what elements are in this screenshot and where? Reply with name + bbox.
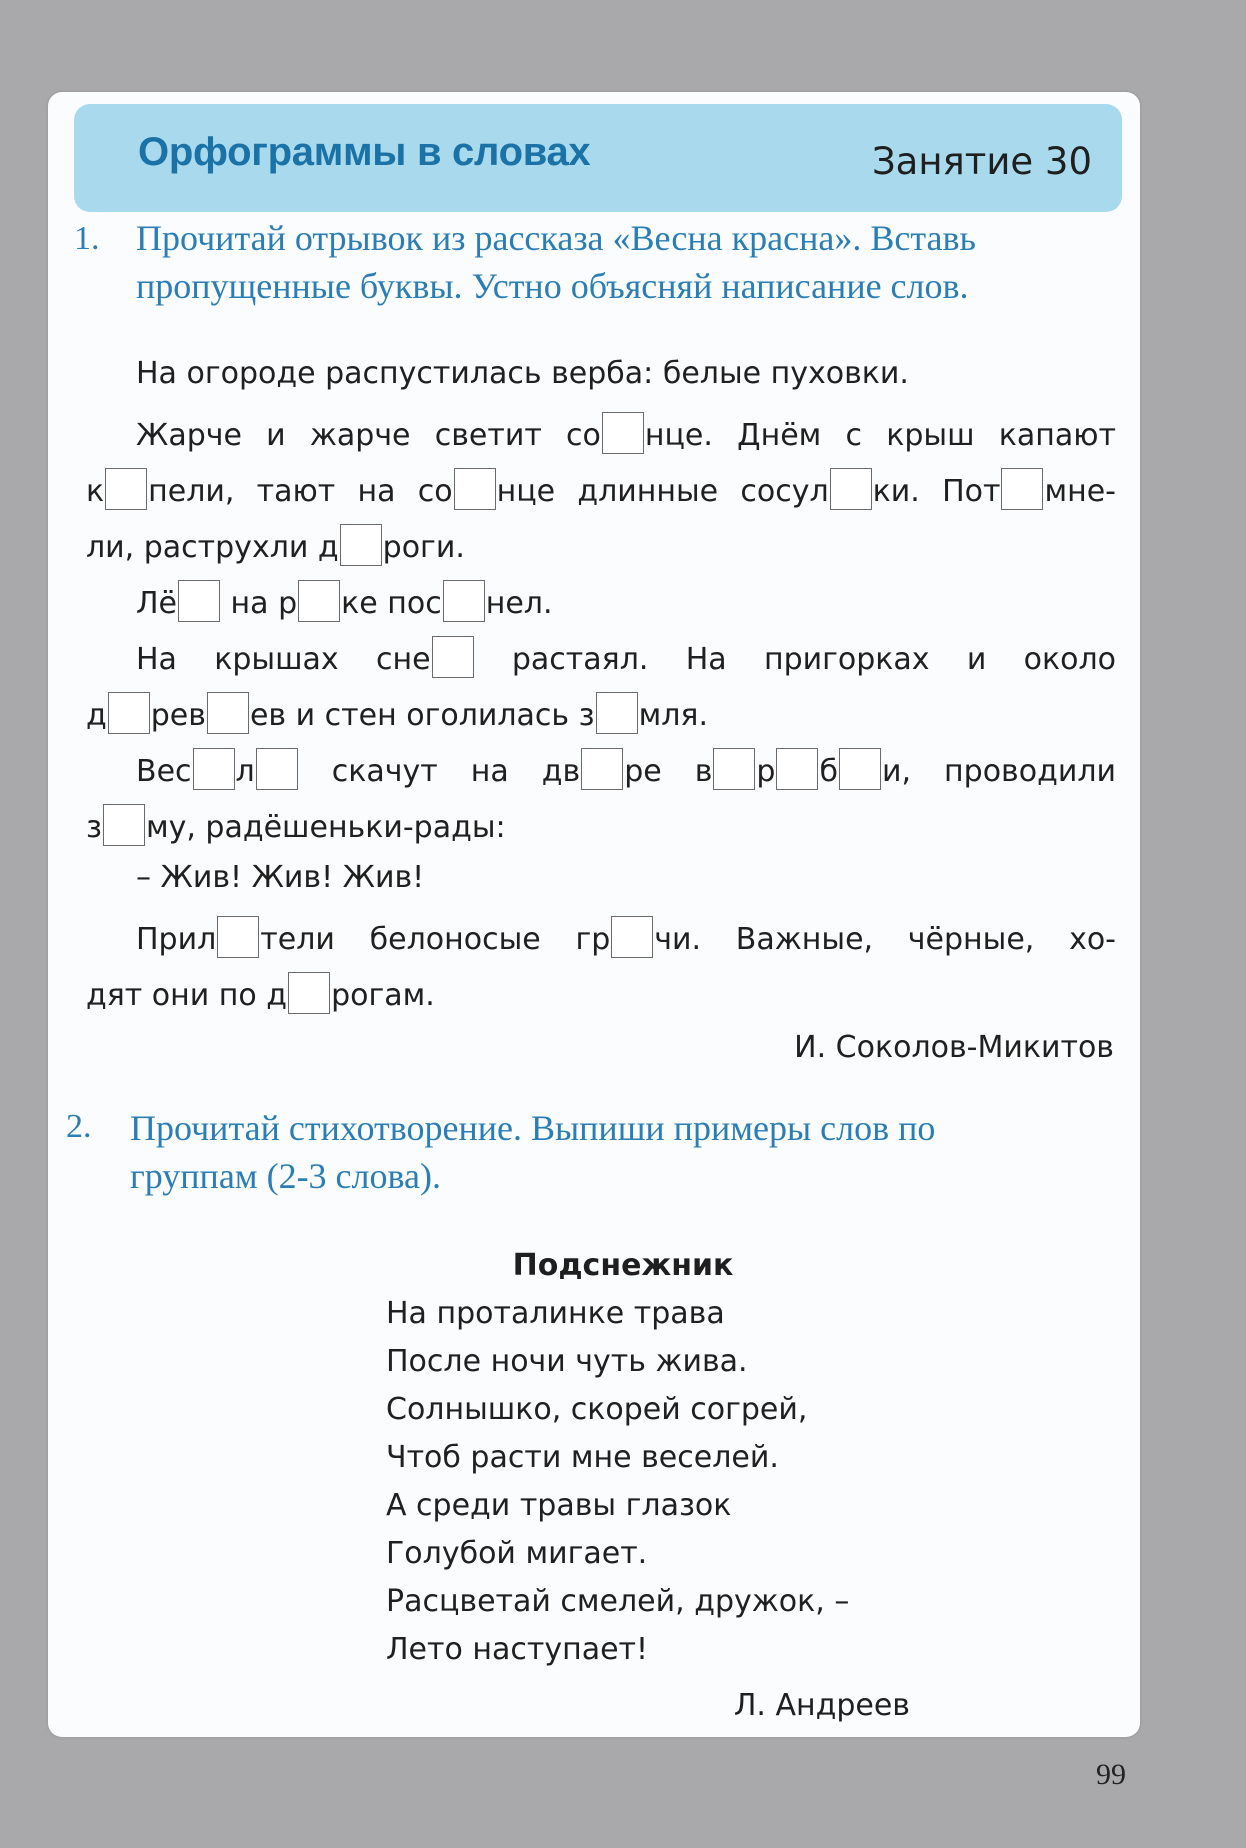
task-1-instruction-line-1: Прочитай отрывок из рассказа «Весна красна». Вставь bbox=[136, 218, 976, 258]
passage-line-1: На огороде распустилась верба: белые пуховки. bbox=[136, 356, 909, 391]
passage-text: р bbox=[756, 754, 776, 789]
page-number: 99 bbox=[1096, 1758, 1126, 1791]
letter-gap-box[interactable] bbox=[839, 748, 881, 790]
passage-text: ки. Пот bbox=[872, 474, 1001, 509]
passage-line-10: – Жив! Жив! Жив! bbox=[136, 860, 425, 895]
passage-text: рев bbox=[150, 698, 206, 733]
passage-text: дят они по д bbox=[86, 978, 288, 1013]
passage-line-7 bbox=[86, 692, 1116, 734]
lesson-number: Занятие 30 bbox=[871, 140, 1092, 183]
passage-text: На крышах сне bbox=[136, 642, 431, 677]
passage-text: му, радёшеньки-рады: bbox=[145, 810, 506, 845]
passage-text: ли, раструхли д bbox=[86, 530, 339, 565]
passage-text: нце. Днём с крыш капают bbox=[644, 418, 1116, 453]
letter-gap-box[interactable] bbox=[298, 580, 340, 622]
passage-line-5 bbox=[136, 580, 1166, 622]
passage-text: скачут на дв bbox=[298, 754, 581, 789]
letter-gap-box[interactable] bbox=[207, 692, 249, 734]
passage-line-3 bbox=[86, 468, 1116, 510]
passage-text: з bbox=[86, 810, 102, 845]
passage-text: и, проводили bbox=[881, 754, 1117, 789]
task-2-instruction-line-2: группам (2-3 слова). bbox=[130, 1156, 441, 1196]
letter-gap-box[interactable] bbox=[217, 916, 259, 958]
passage-text: Лё bbox=[136, 586, 178, 621]
passage-text: ке пос bbox=[341, 586, 442, 621]
letter-gap-box[interactable] bbox=[443, 580, 485, 622]
passage-text: нел. bbox=[485, 586, 553, 621]
passage-text: на р bbox=[221, 586, 298, 621]
poem-line: Лето наступает! bbox=[386, 1632, 649, 1667]
passage-text: нце длинные сосул bbox=[496, 474, 829, 509]
passage-text: мля. bbox=[638, 698, 708, 733]
poem-line: Солнышко, скорей согрей, bbox=[386, 1392, 808, 1427]
task-1-number: 1. bbox=[74, 220, 100, 257]
lesson-title: Орфограммы в словах bbox=[138, 130, 591, 174]
passage-line-4 bbox=[86, 524, 1116, 566]
passage-text: к bbox=[86, 474, 105, 509]
letter-gap-box[interactable] bbox=[602, 412, 644, 454]
letter-gap-box[interactable] bbox=[596, 692, 638, 734]
letter-gap-box[interactable] bbox=[108, 692, 150, 734]
passage-line-2 bbox=[136, 412, 1116, 454]
poem-line: Голубой мигает. bbox=[386, 1536, 648, 1571]
passage-line-9 bbox=[86, 804, 1116, 846]
passage-text: ре в bbox=[624, 754, 713, 789]
passage-line-6 bbox=[136, 636, 1116, 678]
passage-line-8 bbox=[136, 748, 1116, 790]
passage-line-12 bbox=[86, 972, 1116, 1014]
letter-gap-box[interactable] bbox=[432, 636, 474, 678]
passage-text: б bbox=[819, 754, 838, 789]
letter-gap-box[interactable] bbox=[193, 748, 235, 790]
passage-author: И. Соколов-Микитов bbox=[794, 1030, 1114, 1065]
letter-gap-box[interactable] bbox=[256, 748, 298, 790]
poem-line: На проталинке трава bbox=[386, 1296, 725, 1331]
poem-title: Подснежник bbox=[512, 1248, 734, 1283]
letter-gap-box[interactable] bbox=[105, 468, 147, 510]
letter-gap-box[interactable] bbox=[713, 748, 755, 790]
task-1-instruction bbox=[136, 214, 976, 310]
letter-gap-box[interactable] bbox=[776, 748, 818, 790]
poem-author: Л. Андреев bbox=[733, 1688, 910, 1723]
letter-gap-box[interactable] bbox=[581, 748, 623, 790]
passage-text: чи. Важные, чёрные, хо- bbox=[654, 922, 1117, 957]
passage-text: мне- bbox=[1044, 474, 1116, 509]
poem-line: После ночи чуть жива. bbox=[386, 1344, 748, 1379]
passage-text: Прил bbox=[136, 922, 217, 957]
task-2-instruction-line-1: Прочитай стихотворение. Выпиши примеры слов по bbox=[130, 1108, 936, 1148]
passage-text: тели белоносые гр bbox=[260, 922, 611, 957]
passage-text: пели, тают на со bbox=[148, 474, 453, 509]
passage-text: л bbox=[235, 754, 255, 789]
letter-gap-box[interactable] bbox=[178, 580, 220, 622]
passage-text: роги. bbox=[382, 530, 465, 565]
letter-gap-box[interactable] bbox=[288, 972, 330, 1014]
passage-text: д bbox=[86, 698, 107, 733]
poem-line: Расцветай смелей, дружок, – bbox=[386, 1584, 850, 1619]
poem-line: А среди травы глазок bbox=[386, 1488, 732, 1523]
task-2-instruction bbox=[130, 1104, 935, 1200]
passage-text: Жарче и жарче светит со bbox=[136, 418, 601, 453]
poem-line: Чтоб расти мне веселей. bbox=[386, 1440, 779, 1475]
letter-gap-box[interactable] bbox=[611, 916, 653, 958]
letter-gap-box[interactable] bbox=[454, 468, 496, 510]
task-2-number: 2. bbox=[66, 1108, 92, 1145]
passage-text: рогам. bbox=[331, 978, 435, 1013]
letter-gap-box[interactable] bbox=[1001, 468, 1043, 510]
letter-gap-box[interactable] bbox=[830, 468, 872, 510]
letter-gap-box[interactable] bbox=[340, 524, 382, 566]
passage-text: Вес bbox=[136, 754, 192, 789]
task-1-instruction-line-2: пропущенные буквы. Устно объясняй написание слов. bbox=[136, 266, 969, 306]
passage-text: ев и стен оголилась з bbox=[249, 698, 595, 733]
passage-text: растаял. На пригорках и около bbox=[474, 642, 1116, 677]
passage-line-11 bbox=[136, 916, 1116, 958]
lesson-header bbox=[74, 104, 1122, 212]
letter-gap-box[interactable] bbox=[103, 804, 145, 846]
